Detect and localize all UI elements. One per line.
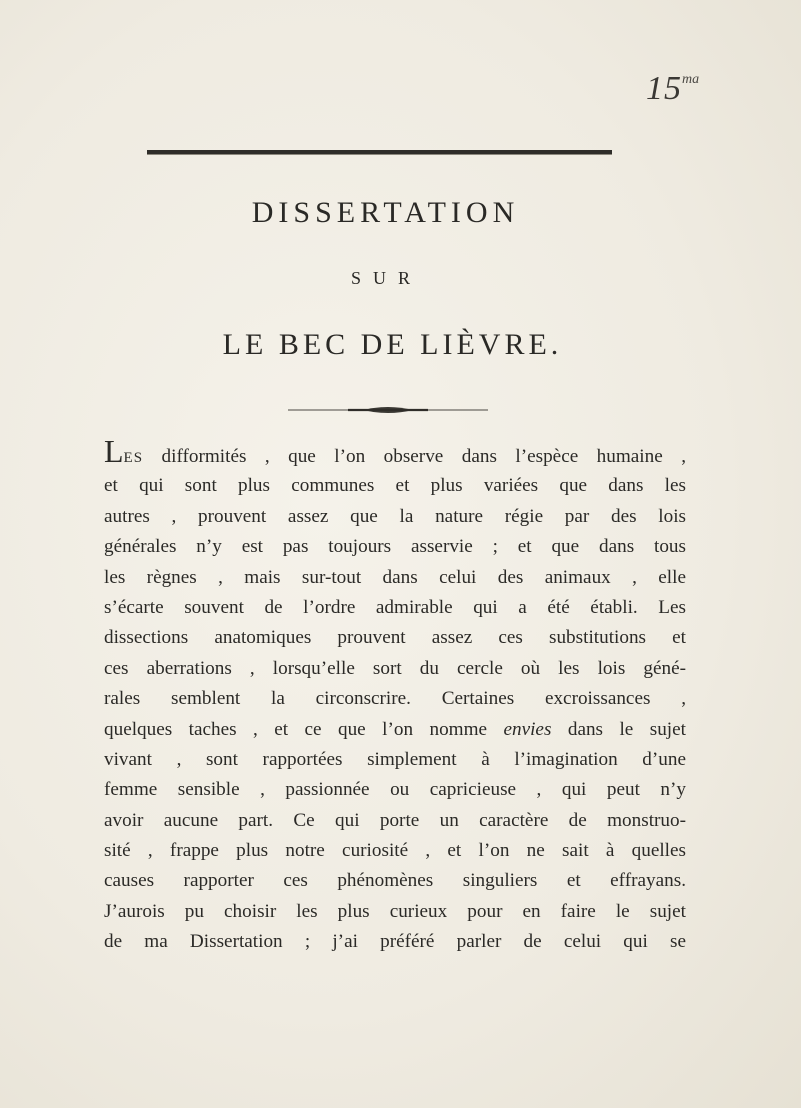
text-line-9: rales semblent la circonscrire. Certaines excroissances ,: [104, 688, 686, 710]
text-line-8: ces aberrations , lorsqu’elle sort du cercle où les lois géné-: [104, 657, 686, 679]
text-line-2: et qui sont plus communes et plus variées que dans les: [104, 475, 686, 497]
header-rule: [147, 150, 612, 155]
text-line-10: [104, 715, 686, 745]
first-word-rest: ES: [123, 450, 144, 466]
text-line-13: avoir aucune part. Ce qui porte un caractère de monstruo-: [104, 809, 686, 831]
title-sur: SUR: [350, 268, 422, 288]
text-line-4: générales n’y est pas toujours asservie ; et que dans tous: [104, 536, 686, 558]
text-line-5: les règnes , mais sur-tout dans celui des animaux , elle: [104, 566, 686, 588]
handwritten-mark: ma: [682, 72, 700, 87]
line-10-before: quelques taches , et ce que l’on nomme: [104, 718, 504, 740]
text-line-3: autres , prouvent assez que la nature régie par des lois: [104, 505, 686, 527]
title-dissertation: DISSERTATION: [251, 196, 520, 229]
line-10-after: dans le sujet: [551, 718, 686, 740]
text-line-16: J’aurois pu choisir les plus curieux pour en faire le sujet: [104, 900, 686, 922]
body-text: [104, 433, 686, 958]
line-1-text: difformités , que l’on observe dans l’espèce humaine ,: [143, 446, 686, 467]
text-line-1: [104, 433, 686, 471]
text-line-7: dissections anatomiques prouvent assez ces substitutions et: [104, 627, 686, 649]
text-line-15: causes rapporter ces phénomènes singuliers et effrayans.: [104, 870, 686, 892]
drop-cap: L: [104, 433, 124, 469]
title-subject: LE BEC DE LIÈVRE.: [222, 328, 563, 361]
text-line-6: s’écarte souvent de l’ordre admirable qui a été établi. Les: [104, 596, 686, 618]
text-line-11: vivant , sont rapportées simplement à l’imagination d’une: [104, 748, 686, 770]
italic-envies: envies: [503, 718, 552, 740]
text-line-17: de ma Dissertation ; j’ai préféré parler de celui qui se: [104, 931, 686, 953]
text-line-12: femme sensible , passionnée ou capricieuse , qui peut n’y: [104, 779, 686, 801]
page-number: 15: [646, 70, 682, 107]
ornament-rule: [288, 405, 488, 415]
text-line-14: sité , frappe plus notre curiosité , et l’on ne sait à quelles: [104, 840, 686, 862]
